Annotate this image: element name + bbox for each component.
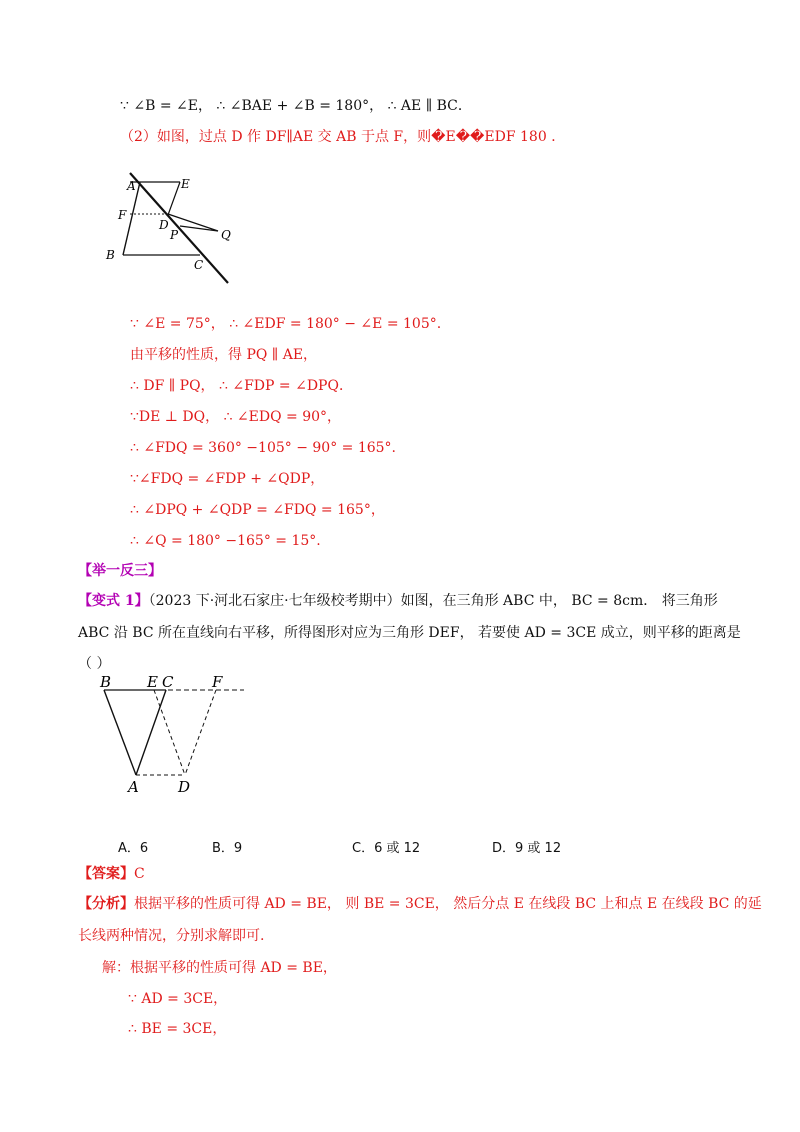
variant-question-line-2: ABC 沿 BC 所在直线向右平移，所得图形对应为三角形 DEF， 若要使 AD = 3CE 成立，则平移的距离是: [78, 625, 741, 641]
statement-line-2: （2）如图，过点 D 作 DF∥AE 交 AB 于点 F，则�E��EDF 180 ．: [120, 129, 566, 145]
option-b: B．9: [212, 841, 243, 856]
line-ca: [136, 690, 166, 775]
proof-line-7: ∴ ∠DPQ + ∠QDP = ∠FDQ = 165°，: [130, 502, 385, 518]
variant-tag: 【变式 1】: [78, 593, 149, 609]
proof-line-6: ∵∠FDQ = ∠FDP + ∠QDP，: [130, 471, 325, 487]
section-heading: 【举一反三】: [78, 563, 162, 579]
solution-line-2: ∵ AD = 3CE，: [128, 991, 228, 1007]
proof-line-4: ∵DE ⊥ DQ， ∴ ∠EDQ = 90°，: [130, 409, 342, 425]
analysis-tag: 【分析】: [78, 896, 134, 912]
label-c: C: [162, 673, 174, 691]
proof-line-8: ∴ ∠Q = 180° −165° = 15°.: [130, 533, 321, 549]
figure-2-diagram: [92, 670, 262, 805]
label-f: F: [118, 208, 127, 222]
line-ac: [130, 173, 228, 283]
variant-question-line-1: [78, 591, 718, 611]
answer-value: C: [134, 866, 145, 882]
statement-line-1: ∵ ∠B = ∠E， ∴ ∠BAE + ∠B = 180°， ∴ AE ∥ BC．: [120, 98, 472, 114]
analysis-line-1: [78, 894, 762, 914]
line-fd: [185, 690, 216, 775]
label-b: B: [100, 673, 112, 691]
analysis-text-1: 根据平移的性质可得 AD = BE， 则 BE = 3CE， 然后分点 E 在线段 BC 上和点 E 在线段 BC 的延: [134, 896, 762, 912]
proof-line-2: 由平移的性质，得 PQ ∥ AE，: [130, 347, 318, 363]
label-p: P: [170, 228, 179, 242]
label-e: E: [147, 673, 158, 691]
proof-line-3: ∴ DF ∥ PQ， ∴ ∠FDP = ∠DPQ．: [130, 378, 353, 394]
label-f: F: [212, 673, 223, 691]
line-ed: [168, 182, 180, 215]
label-d: D: [159, 218, 169, 232]
option-d: D．9 或 12: [492, 841, 562, 856]
line-ed: [154, 690, 185, 775]
solution-line-1: 解：根据平移的性质可得 AD = BE，: [102, 960, 337, 976]
option-c: C．6 或 12: [352, 841, 421, 856]
variant-question-line-3: （ ）: [78, 656, 111, 672]
label-e: E: [181, 177, 190, 191]
proof-line-1: ∵ ∠E = 75°， ∴ ∠EDF = 180° − ∠E = 105°.: [130, 316, 442, 332]
solution-line-3: ∴ BE = 3CE，: [128, 1021, 227, 1037]
answer-tag: 【答案】: [78, 866, 134, 882]
option-a: A．6: [118, 841, 149, 856]
label-a: A: [128, 778, 139, 796]
label-b: B: [106, 248, 115, 262]
label-c: C: [194, 258, 204, 272]
variant-text-1: （2023 下·河北石家庄·七年级校考期中）如图，在三角形 ABC 中， BC = 8cm． 将三角形: [148, 593, 718, 609]
label-a: A: [127, 179, 136, 193]
label-d: D: [178, 778, 191, 796]
analysis-line-2: 长线两种情况，分别求解即可.: [78, 928, 265, 944]
line-ba: [104, 690, 136, 775]
proof-line-5: ∴ ∠FDQ = 360° −105° − 90° = 165°.: [130, 440, 397, 456]
figure-1-diagram: [100, 165, 260, 290]
label-q: Q: [221, 228, 231, 242]
answer-line: [78, 864, 145, 884]
